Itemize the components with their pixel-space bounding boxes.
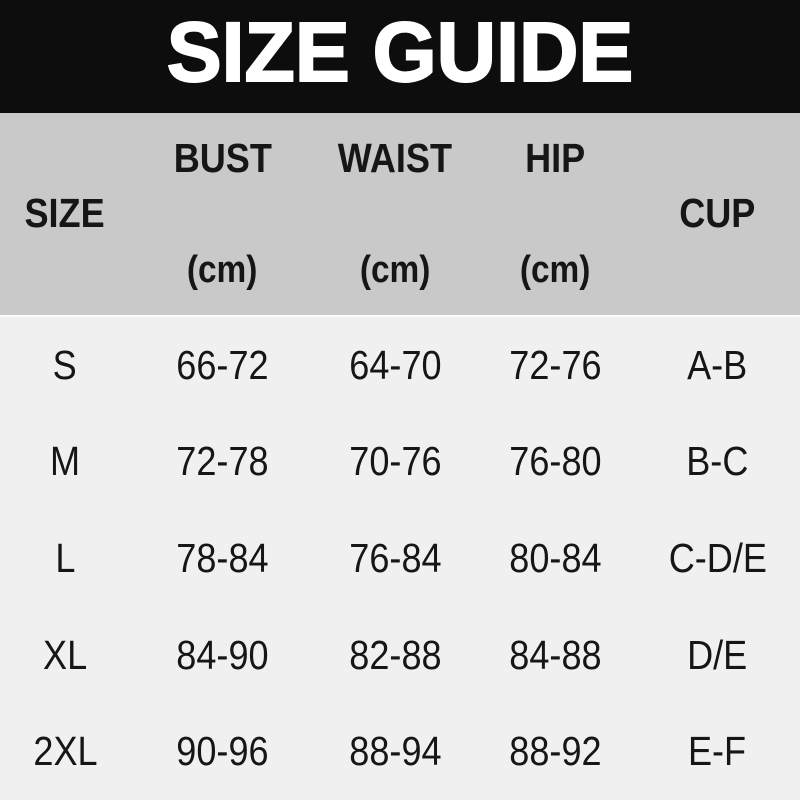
title-banner xyxy=(0,0,800,113)
header-cell-size xyxy=(0,113,130,315)
header-unit-waist: (cm) xyxy=(359,249,431,292)
header-cell-hip xyxy=(475,113,635,315)
cup-value: E-F xyxy=(688,728,747,775)
bust-value: 84-90 xyxy=(176,631,269,678)
cell-cup xyxy=(635,728,800,775)
cell-waist xyxy=(315,728,475,775)
cup-value: D/E xyxy=(687,631,748,678)
cup-value: A-B xyxy=(687,341,748,388)
cell-hip xyxy=(475,631,635,678)
waist-value: 70-76 xyxy=(348,438,442,485)
cell-size xyxy=(0,534,130,581)
cell-bust xyxy=(130,341,315,388)
cell-bust xyxy=(130,728,315,775)
cell-hip xyxy=(475,341,635,388)
table-body xyxy=(0,317,800,800)
cell-hip xyxy=(475,438,635,485)
table-row-m xyxy=(0,414,800,511)
header-label-hip: HIP xyxy=(524,135,586,181)
bust-value: 90-96 xyxy=(176,728,269,775)
cell-hip xyxy=(475,728,635,775)
cell-waist xyxy=(315,631,475,678)
cell-cup xyxy=(635,438,800,485)
waist-value: 82-88 xyxy=(348,631,442,678)
table-row-xl xyxy=(0,607,800,704)
size-value: M xyxy=(49,438,81,485)
header-label-size: SIZE xyxy=(24,190,106,237)
header-cell-bust xyxy=(130,113,315,315)
table-header xyxy=(0,113,800,315)
cell-size xyxy=(0,728,130,775)
table-row-l xyxy=(0,510,800,607)
hip-value: 76-80 xyxy=(508,438,602,485)
header-cell-cup xyxy=(635,113,800,315)
cell-bust xyxy=(130,631,315,678)
cell-waist xyxy=(315,438,475,485)
page-title: SIZE GUIDE xyxy=(166,4,634,99)
waist-value: 64-70 xyxy=(348,341,442,388)
waist-value: 76-84 xyxy=(348,534,442,581)
size-value: S xyxy=(52,341,78,388)
table-row-2xl xyxy=(0,703,800,800)
cell-size xyxy=(0,438,130,485)
cell-cup xyxy=(635,631,800,678)
header-label-waist: WAIST xyxy=(337,135,453,181)
cup-value: C-D/E xyxy=(668,534,767,581)
cell-cup xyxy=(635,341,800,388)
cup-value: B-C xyxy=(686,438,749,485)
header-label-bust: BUST xyxy=(173,135,272,181)
hip-value: 88-92 xyxy=(508,728,602,775)
bust-value: 66-72 xyxy=(176,341,269,388)
header-unit-hip: (cm) xyxy=(519,249,591,292)
size-value: 2XL xyxy=(32,728,98,775)
cell-bust xyxy=(130,534,315,581)
size-value: L xyxy=(54,534,76,581)
cell-size xyxy=(0,341,130,388)
cell-waist xyxy=(315,341,475,388)
bust-value: 72-78 xyxy=(176,438,269,485)
cell-bust xyxy=(130,438,315,485)
cell-waist xyxy=(315,534,475,581)
hip-value: 72-76 xyxy=(508,341,602,388)
hip-value: 84-88 xyxy=(508,631,602,678)
header-cell-waist xyxy=(315,113,475,315)
waist-value: 88-94 xyxy=(348,728,442,775)
cell-size xyxy=(0,631,130,678)
cell-cup xyxy=(635,534,800,581)
header-label-cup: CUP xyxy=(679,190,756,237)
header-unit-bust: (cm) xyxy=(187,249,258,292)
bust-value: 78-84 xyxy=(176,534,269,581)
hip-value: 80-84 xyxy=(508,534,602,581)
table-row-s xyxy=(0,317,800,414)
size-value: XL xyxy=(42,631,88,678)
cell-hip xyxy=(475,534,635,581)
